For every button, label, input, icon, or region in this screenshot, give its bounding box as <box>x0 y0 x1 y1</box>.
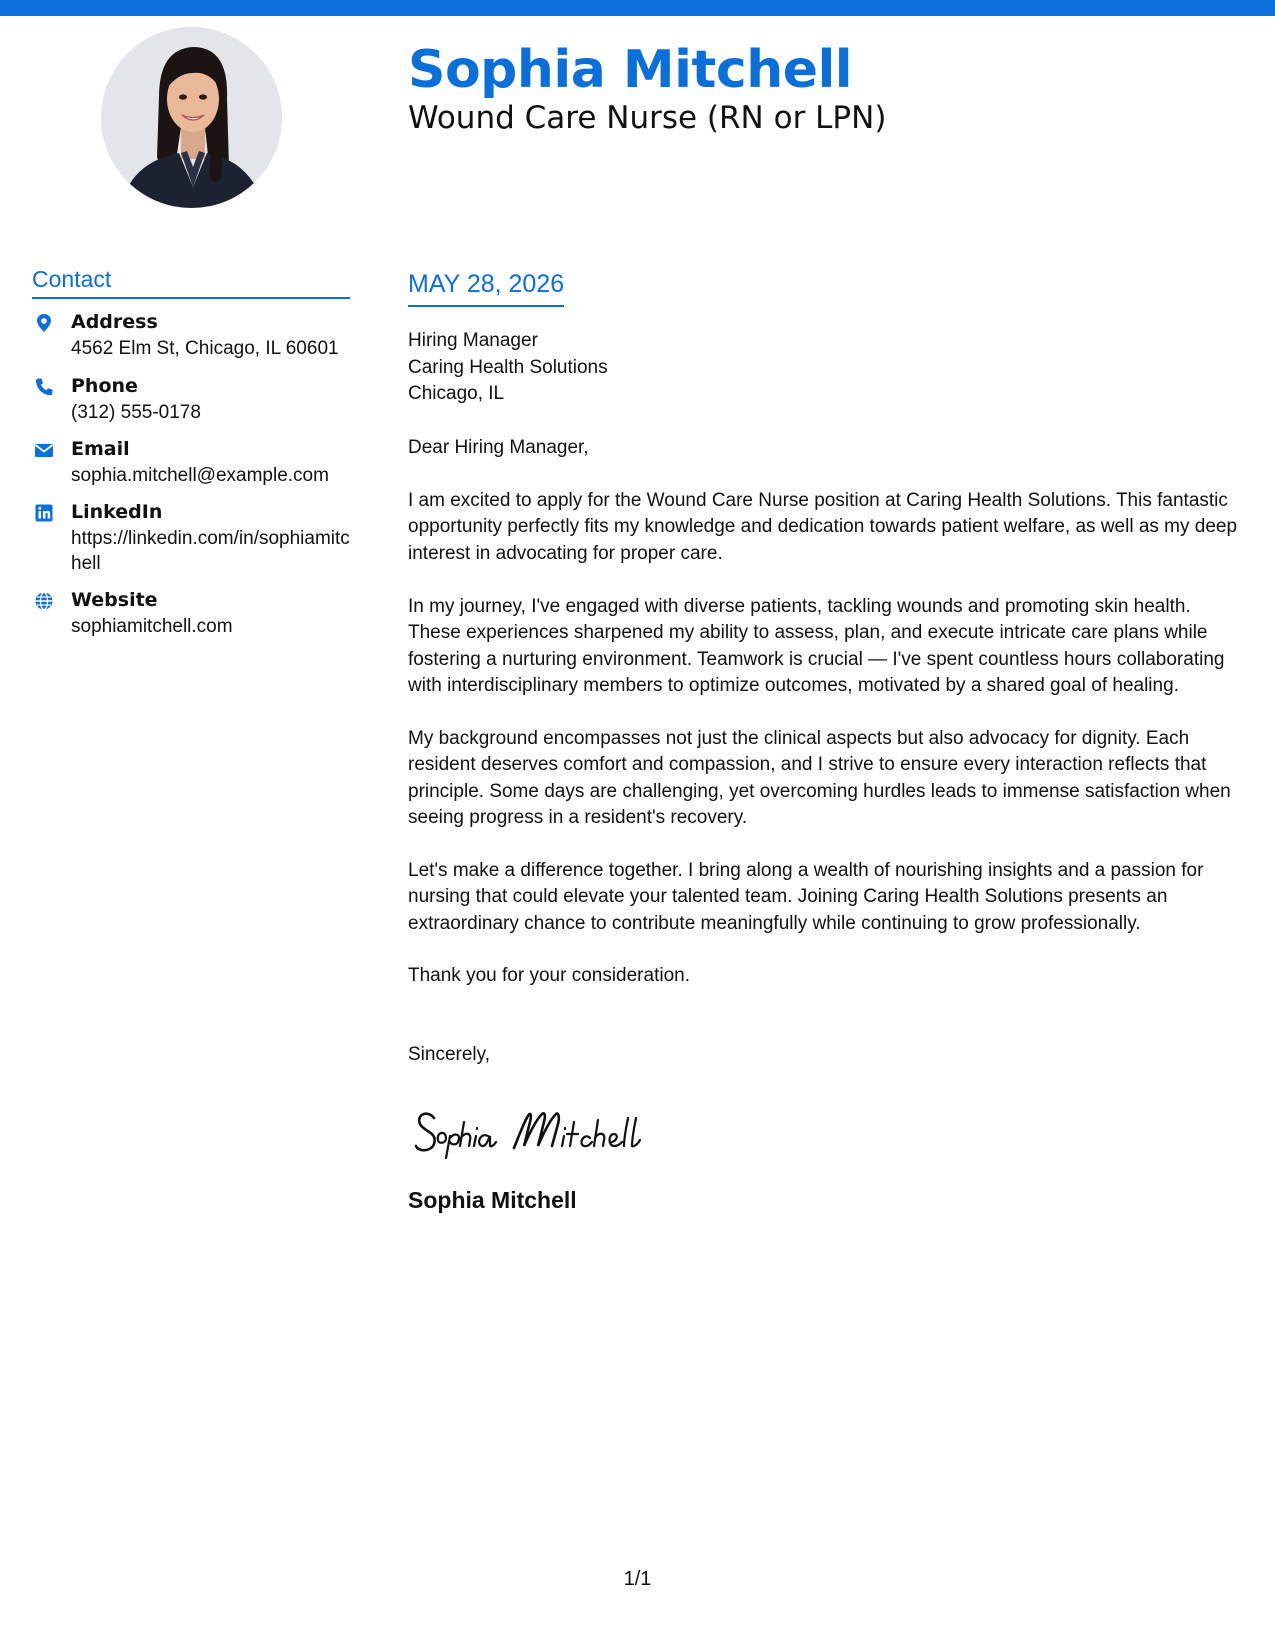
handwritten-signature <box>414 1092 674 1164</box>
recipient-line: Hiring Manager <box>408 330 538 351</box>
contact-label: LinkedIn <box>71 501 163 523</box>
body-paragraph: In my journey, I've engaged with diverse patients, tackling wounds and promoting skin health. These experiences sharpened my ability to assess, plan, and execute intricate care plans while fostering a nurturing environment. Teamwork is crucial — I've spent countless hours collaborating with interdisciplinary members to optimize outcomes, motivated by a shared goal of healing. <box>408 596 1225 696</box>
profile-photo <box>101 27 282 208</box>
linkedin-icon <box>34 503 54 523</box>
body-paragraph: My background encompasses not just the clinical aspects but also advocacy for dignity. Each resident deserves comfort and compassion, and I strive to ensure every interaction reflects that principle. Some days are challenging, yet overcoming hurdles leads to immense satisfaction when seeing progress in a resident's recovery. <box>408 728 1231 828</box>
map-pin-icon <box>34 313 54 333</box>
letter-date: MAY 28, 2026 <box>408 270 564 307</box>
salutation: Dear Hiring Manager, <box>408 437 589 458</box>
contact-label: Email <box>71 438 130 460</box>
page-number: 1/1 <box>623 1568 652 1590</box>
contact-value: sophia.mitchell@example.com <box>71 465 329 486</box>
contact-label: Phone <box>71 375 138 397</box>
phone-icon <box>34 377 54 397</box>
signer-name: Sophia Mitchell <box>408 1187 577 1213</box>
envelope-icon <box>34 440 54 460</box>
applicant-name: Sophia Mitchell <box>408 40 853 100</box>
contact-value: (312) 555-0178 <box>71 402 201 423</box>
globe-icon <box>34 591 54 611</box>
body-paragraph: Let's make a difference together. I bring along a wealth of nourishing insights and a passion for nursing that could elevate your talented team. Joining Caring Health Solutions presents an extraordinary chance to contribute meaningfully while continuing to grow professionally. <box>408 860 1204 934</box>
contact-heading: Contact <box>32 266 350 299</box>
thanks-line: Thank you for your consideration. <box>408 965 690 986</box>
recipient-block <box>408 328 608 408</box>
contact-value: https://linkedin.com/in/sophiamitchell <box>71 528 350 574</box>
recipient-line: Caring Health Solutions <box>408 356 608 378</box>
closing-line: Sincerely, <box>408 1044 491 1065</box>
job-title: Wound Care Nurse (RN or LPN) <box>408 100 887 136</box>
contact-value: 4562 Elm St, Chicago, IL 60601 <box>71 338 339 359</box>
contact-label: Website <box>71 589 158 611</box>
contact-label: Address <box>71 311 158 333</box>
top-accent-bar <box>0 0 1275 16</box>
body-paragraph: I am excited to apply for the Wound Care Nurse position at Caring Health Solutions. This fantastic opportunity perfectly fits my knowledge and dedication towards patient welfare, as well as my deep interest in advocating for proper care. <box>408 490 1238 564</box>
recipient-line: Chicago, IL <box>408 383 505 404</box>
contact-value: sophiamitchell.com <box>71 616 233 637</box>
